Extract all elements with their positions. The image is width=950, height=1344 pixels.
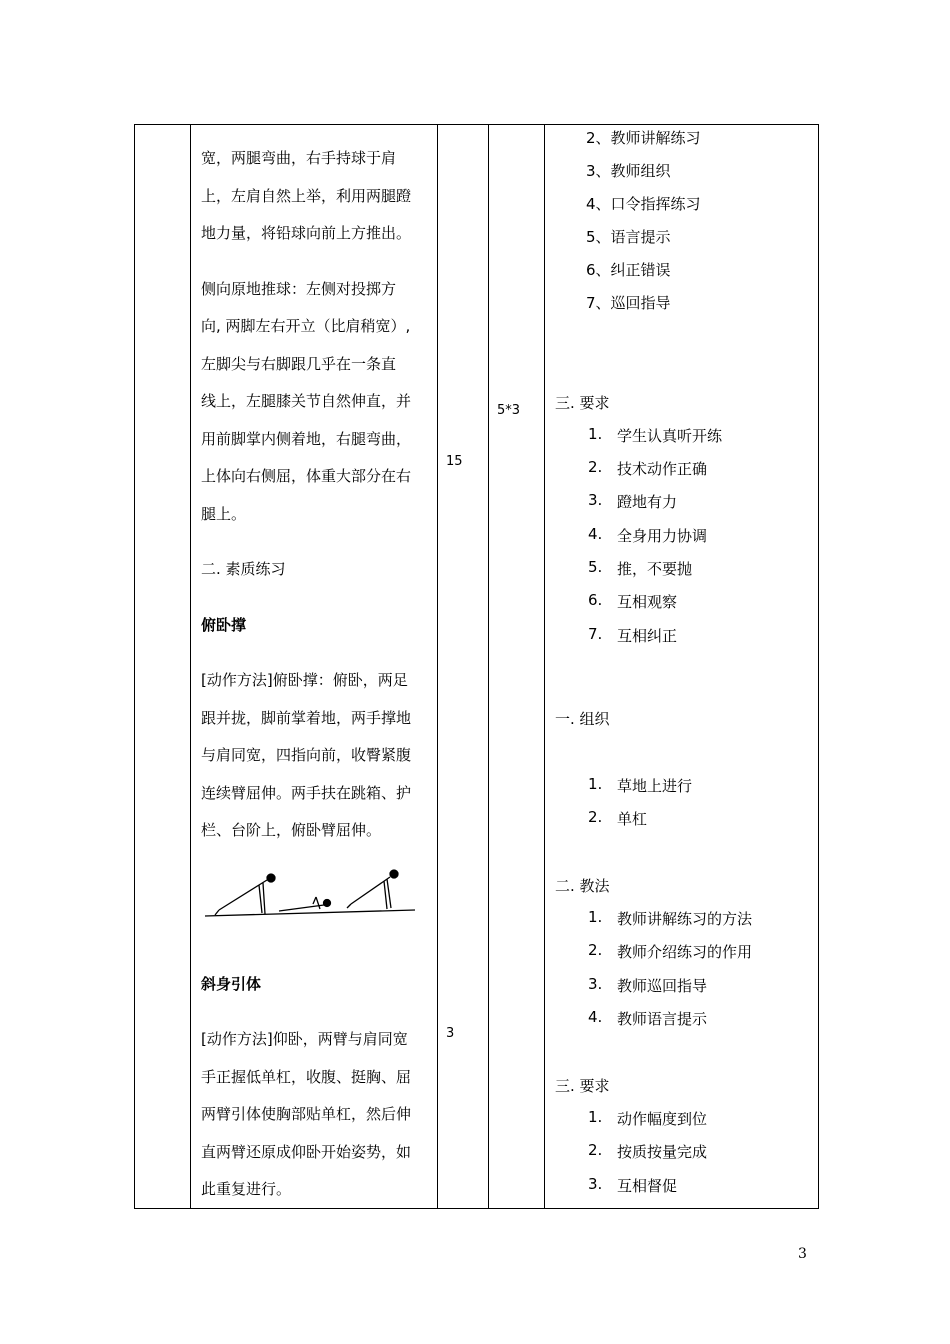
page-number: 3 xyxy=(798,1246,807,1262)
list-item: 按质按量完成 xyxy=(617,1143,708,1161)
list-item: 互相观察 xyxy=(617,593,678,611)
list-item: 动作幅度到位 xyxy=(617,1110,708,1128)
text-line: 线上，左腿膝关节自然伸直，并 xyxy=(201,392,412,410)
column-divider xyxy=(544,125,545,1208)
list-number: 2. xyxy=(588,941,603,959)
text-line: 跟并拢，脚前掌着地，两手撑地 xyxy=(201,708,412,727)
lesson-plan-table xyxy=(134,124,819,1209)
content-column xyxy=(201,125,437,1209)
list-item: 学生认真听开练 xyxy=(617,427,723,445)
text-line: 向, 两脚左右开立（比肩稍宽）, xyxy=(201,317,411,335)
section-heading: 三. 要求 xyxy=(555,394,610,412)
list-number: 2. xyxy=(588,808,603,826)
list-number: 4. xyxy=(588,525,603,543)
list-item: 2、教师讲解练习 xyxy=(586,129,701,147)
text-line: 腿上。 xyxy=(201,504,247,523)
list-number: 2. xyxy=(588,1141,603,1159)
text-line: [动作方法]俯卧撑：俯卧，两足 xyxy=(201,671,408,689)
list-number: 2. xyxy=(588,458,603,476)
list-number: 7. xyxy=(588,625,603,643)
list-item: 互相纠正 xyxy=(617,627,678,645)
list-item: 草地上进行 xyxy=(617,777,693,795)
exercise-heading: 斜身引体 xyxy=(201,974,262,993)
section-heading: 二. 教法 xyxy=(555,877,610,895)
text-line: 左脚尖与右脚跟几乎在一条直 xyxy=(201,354,397,373)
list-number: 3. xyxy=(588,1175,603,1193)
list-number: 6. xyxy=(588,591,603,609)
list-item: 单杠 xyxy=(617,810,648,828)
text-line: [动作方法]仰卧，两臂与肩同宽 xyxy=(201,1030,408,1048)
list-number: 3. xyxy=(588,491,603,509)
exercise-heading: 俯卧撑 xyxy=(201,615,247,634)
time-value: 15 xyxy=(446,454,463,469)
reps-value: 5*3 xyxy=(497,403,521,418)
list-item: 推，不要抛 xyxy=(617,560,693,578)
list-item: 全身用力协调 xyxy=(617,527,708,545)
list-item: 3、教师组织 xyxy=(586,162,671,180)
list-item: 7、巡回指导 xyxy=(586,294,671,312)
list-number: 1. xyxy=(588,908,603,926)
list-number: 1. xyxy=(588,425,603,443)
list-number: 1. xyxy=(588,775,603,793)
text-line: 侧向原地推球：左侧对投掷方 xyxy=(201,279,397,298)
column-divider xyxy=(437,125,438,1208)
text-line: 连续臂屈伸。两手扶在跳箱、护 xyxy=(201,783,412,802)
text-line: 手正握低单杠，收腹、挺胸、屈 xyxy=(201,1067,412,1086)
list-number: 1. xyxy=(588,1108,603,1126)
list-item: 5、语言提示 xyxy=(586,228,671,246)
text-line: 两臂引体使胸部贴单杠，然后伸 xyxy=(201,1105,412,1123)
text-line: 上体向右侧屈，体重大部分在右 xyxy=(201,467,412,485)
section-heading: 一. 组织 xyxy=(555,710,610,728)
list-item: 4、口令指挥练习 xyxy=(586,195,701,213)
list-number: 4. xyxy=(588,1008,603,1026)
list-number: 5. xyxy=(588,558,603,576)
text-line: 上，左肩自然上举，利用两腿蹬 xyxy=(201,186,412,205)
text-line: 直两臂还原成仰卧开始姿势，如 xyxy=(201,1142,412,1161)
text-line: 宽，两腿弯曲，右手持球于肩 xyxy=(201,149,397,167)
text-line: 与肩同宽，四指向前，收臀紧腹 xyxy=(201,746,412,764)
text-line: 栏、台阶上，俯卧臂屈伸。 xyxy=(201,821,382,839)
time-value: 3 xyxy=(446,1026,455,1041)
list-item: 蹬地有力 xyxy=(617,493,678,511)
list-item: 技术动作正确 xyxy=(617,460,708,478)
list-item: 教师巡回指导 xyxy=(617,977,708,995)
column-divider xyxy=(190,125,191,1208)
list-item: 互相督促 xyxy=(617,1177,678,1195)
section-heading: 二. 素质练习 xyxy=(201,560,286,578)
list-item: 教师语言提示 xyxy=(617,1010,708,1028)
column-divider xyxy=(488,125,489,1208)
list-item: 教师讲解练习的方法 xyxy=(617,910,753,928)
text-line: 用前脚掌内侧着地，右腿弯曲， xyxy=(201,429,412,448)
list-item: 6、纠正错误 xyxy=(586,261,671,279)
section-heading: 三. 要求 xyxy=(555,1077,610,1095)
pushup-illustration xyxy=(201,864,421,924)
list-item: 教师介绍练习的作用 xyxy=(617,943,753,961)
text-line: 地力量，将铅球向前上方推出。 xyxy=(201,224,412,242)
list-number: 3. xyxy=(588,975,603,993)
text-line: 此重复进行。 xyxy=(201,1180,292,1198)
